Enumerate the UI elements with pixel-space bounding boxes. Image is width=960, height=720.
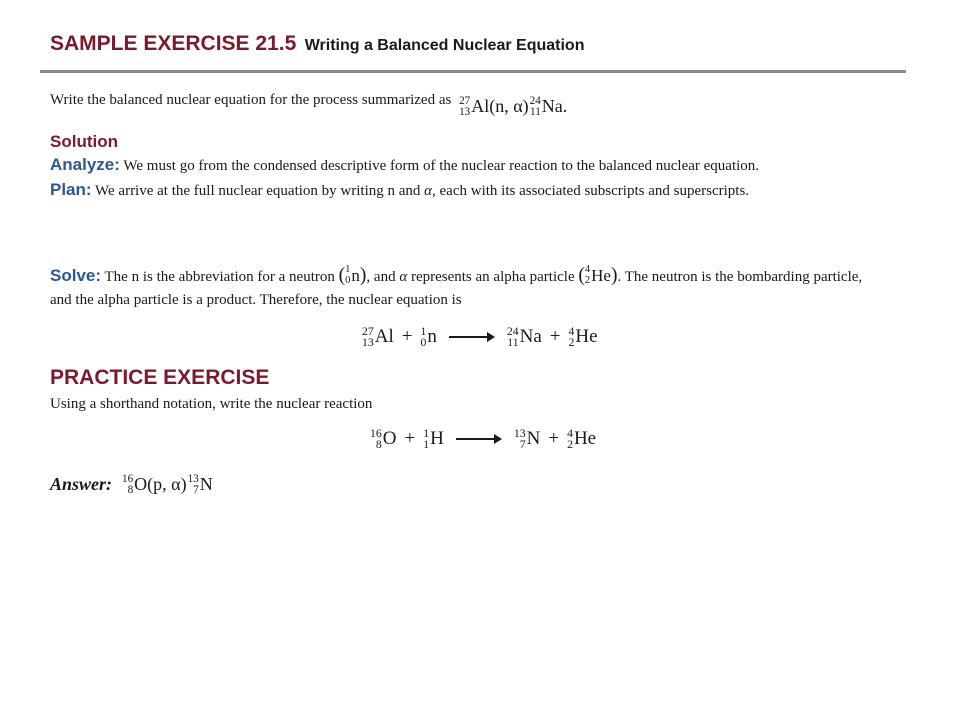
- plus-sign: +: [548, 428, 560, 450]
- plus-sign: +: [549, 326, 561, 348]
- equation-term: 16 8 O: [370, 427, 397, 452]
- reaction-arrow-icon: [449, 332, 495, 342]
- shorthand-notation: 27 13 Al (n, α) 24 11 Na .: [459, 95, 568, 118]
- analyze-paragraph: [50, 153, 880, 178]
- answer-line: [50, 474, 213, 495]
- equation-term: 13 7 N: [513, 427, 541, 452]
- neutron-notation: ( 1 0 n ): [338, 264, 367, 286]
- plus-sign: +: [401, 326, 413, 348]
- plan-paragraph: Plan: We arrive at the full nuclear equation by writing n and α, each with its associated subscripts and superscripts.: [50, 180, 750, 199]
- practice-equation: [370, 428, 596, 450]
- exercise-subtitle: Writing a Balanced Nuclear Equation: [304, 37, 585, 54]
- solve-paragraph: Solve: The n is the abbreviation for a neutron ( 1 0 n ) , and α represents an alpha particle ( 4 2 He ) . The neutron is the bombarding particle, and the alpha particle is a product. Therefore, the nuclear equation is: [50, 264, 863, 308]
- equation-term: 27 13 Al: [362, 325, 394, 350]
- analyze-label: Analyze:: [50, 155, 120, 174]
- solve-label: Solve:: [50, 266, 102, 285]
- answer-notation: 16 8 O (p, α) 13 7 N: [122, 473, 213, 496]
- exercise-title: [50, 32, 584, 56]
- intro-text: Write the balanced nuclear equation for the process summarized as 27 13 Al (n, α) 24 11 Na .: [50, 92, 568, 118]
- equation-term: 1 0 n: [420, 325, 437, 350]
- helium-notation: ( 4 2 He ): [578, 264, 618, 286]
- reaction-arrow-icon: [456, 434, 502, 444]
- exercise-number: SAMPLE EXERCISE 21.5: [50, 32, 297, 55]
- equation-term: 24 11 Na: [506, 325, 542, 350]
- plus-sign: +: [404, 428, 416, 450]
- solution-section: [50, 130, 880, 203]
- equation-term: 4 2 He: [567, 427, 597, 452]
- answer-label: Answer:: [50, 474, 113, 495]
- equation-term: 1 1 H: [423, 427, 444, 452]
- analyze-text: We must go from the condensed descriptive form of the nuclear reaction to the balanced nuclear equation.: [123, 158, 760, 174]
- nuclear-equation: [362, 326, 598, 348]
- solution-heading: Solution: [50, 132, 118, 151]
- plan-label: Plan:: [50, 180, 92, 199]
- practice-heading: PRACTICE EXERCISE: [50, 366, 270, 389]
- header-divider: [40, 70, 906, 73]
- practice-text: Using a shorthand notation, write the nuclear reaction: [50, 396, 373, 412]
- equation-term: 4 2 He: [568, 325, 598, 350]
